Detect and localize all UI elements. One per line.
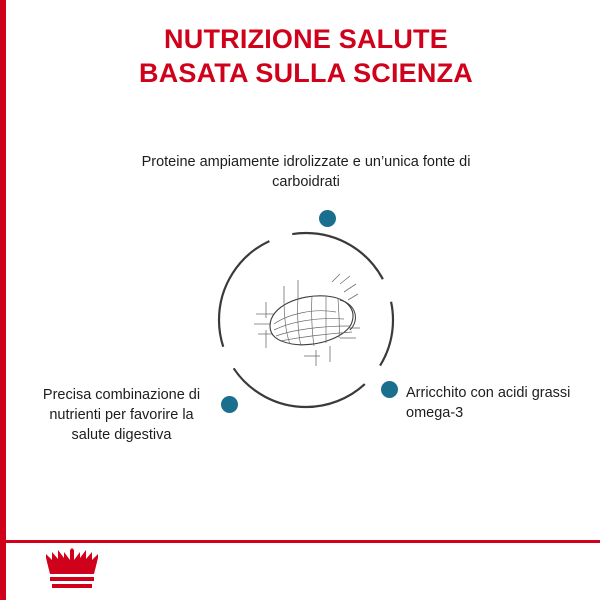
nutrition-diagram xyxy=(214,228,398,412)
callout-label-left: Precisa combinazione di nutrienti per favorire la salute digestiva xyxy=(42,387,201,443)
bullet-dot-icon-left xyxy=(221,396,238,413)
royal-canin-crown-icon xyxy=(44,548,100,592)
bullet-dot-icon-top xyxy=(319,210,336,227)
page-title xyxy=(6,22,600,90)
bullet-dot-icon-right xyxy=(381,381,398,398)
callout-label-right: Arricchito con acidi grassi omega-3 xyxy=(406,385,571,421)
page-title-line-2: BASATA SULLA SCIENZA xyxy=(139,58,473,88)
footer-divider xyxy=(6,540,600,543)
page-title-line-1: NUTRIZIONE SALUTE xyxy=(164,24,448,54)
kibble-sketch-icon xyxy=(244,268,368,372)
callout-label-top: Proteine ampiamente idrolizzate e un’unica fonte di carboidrati xyxy=(141,154,471,190)
